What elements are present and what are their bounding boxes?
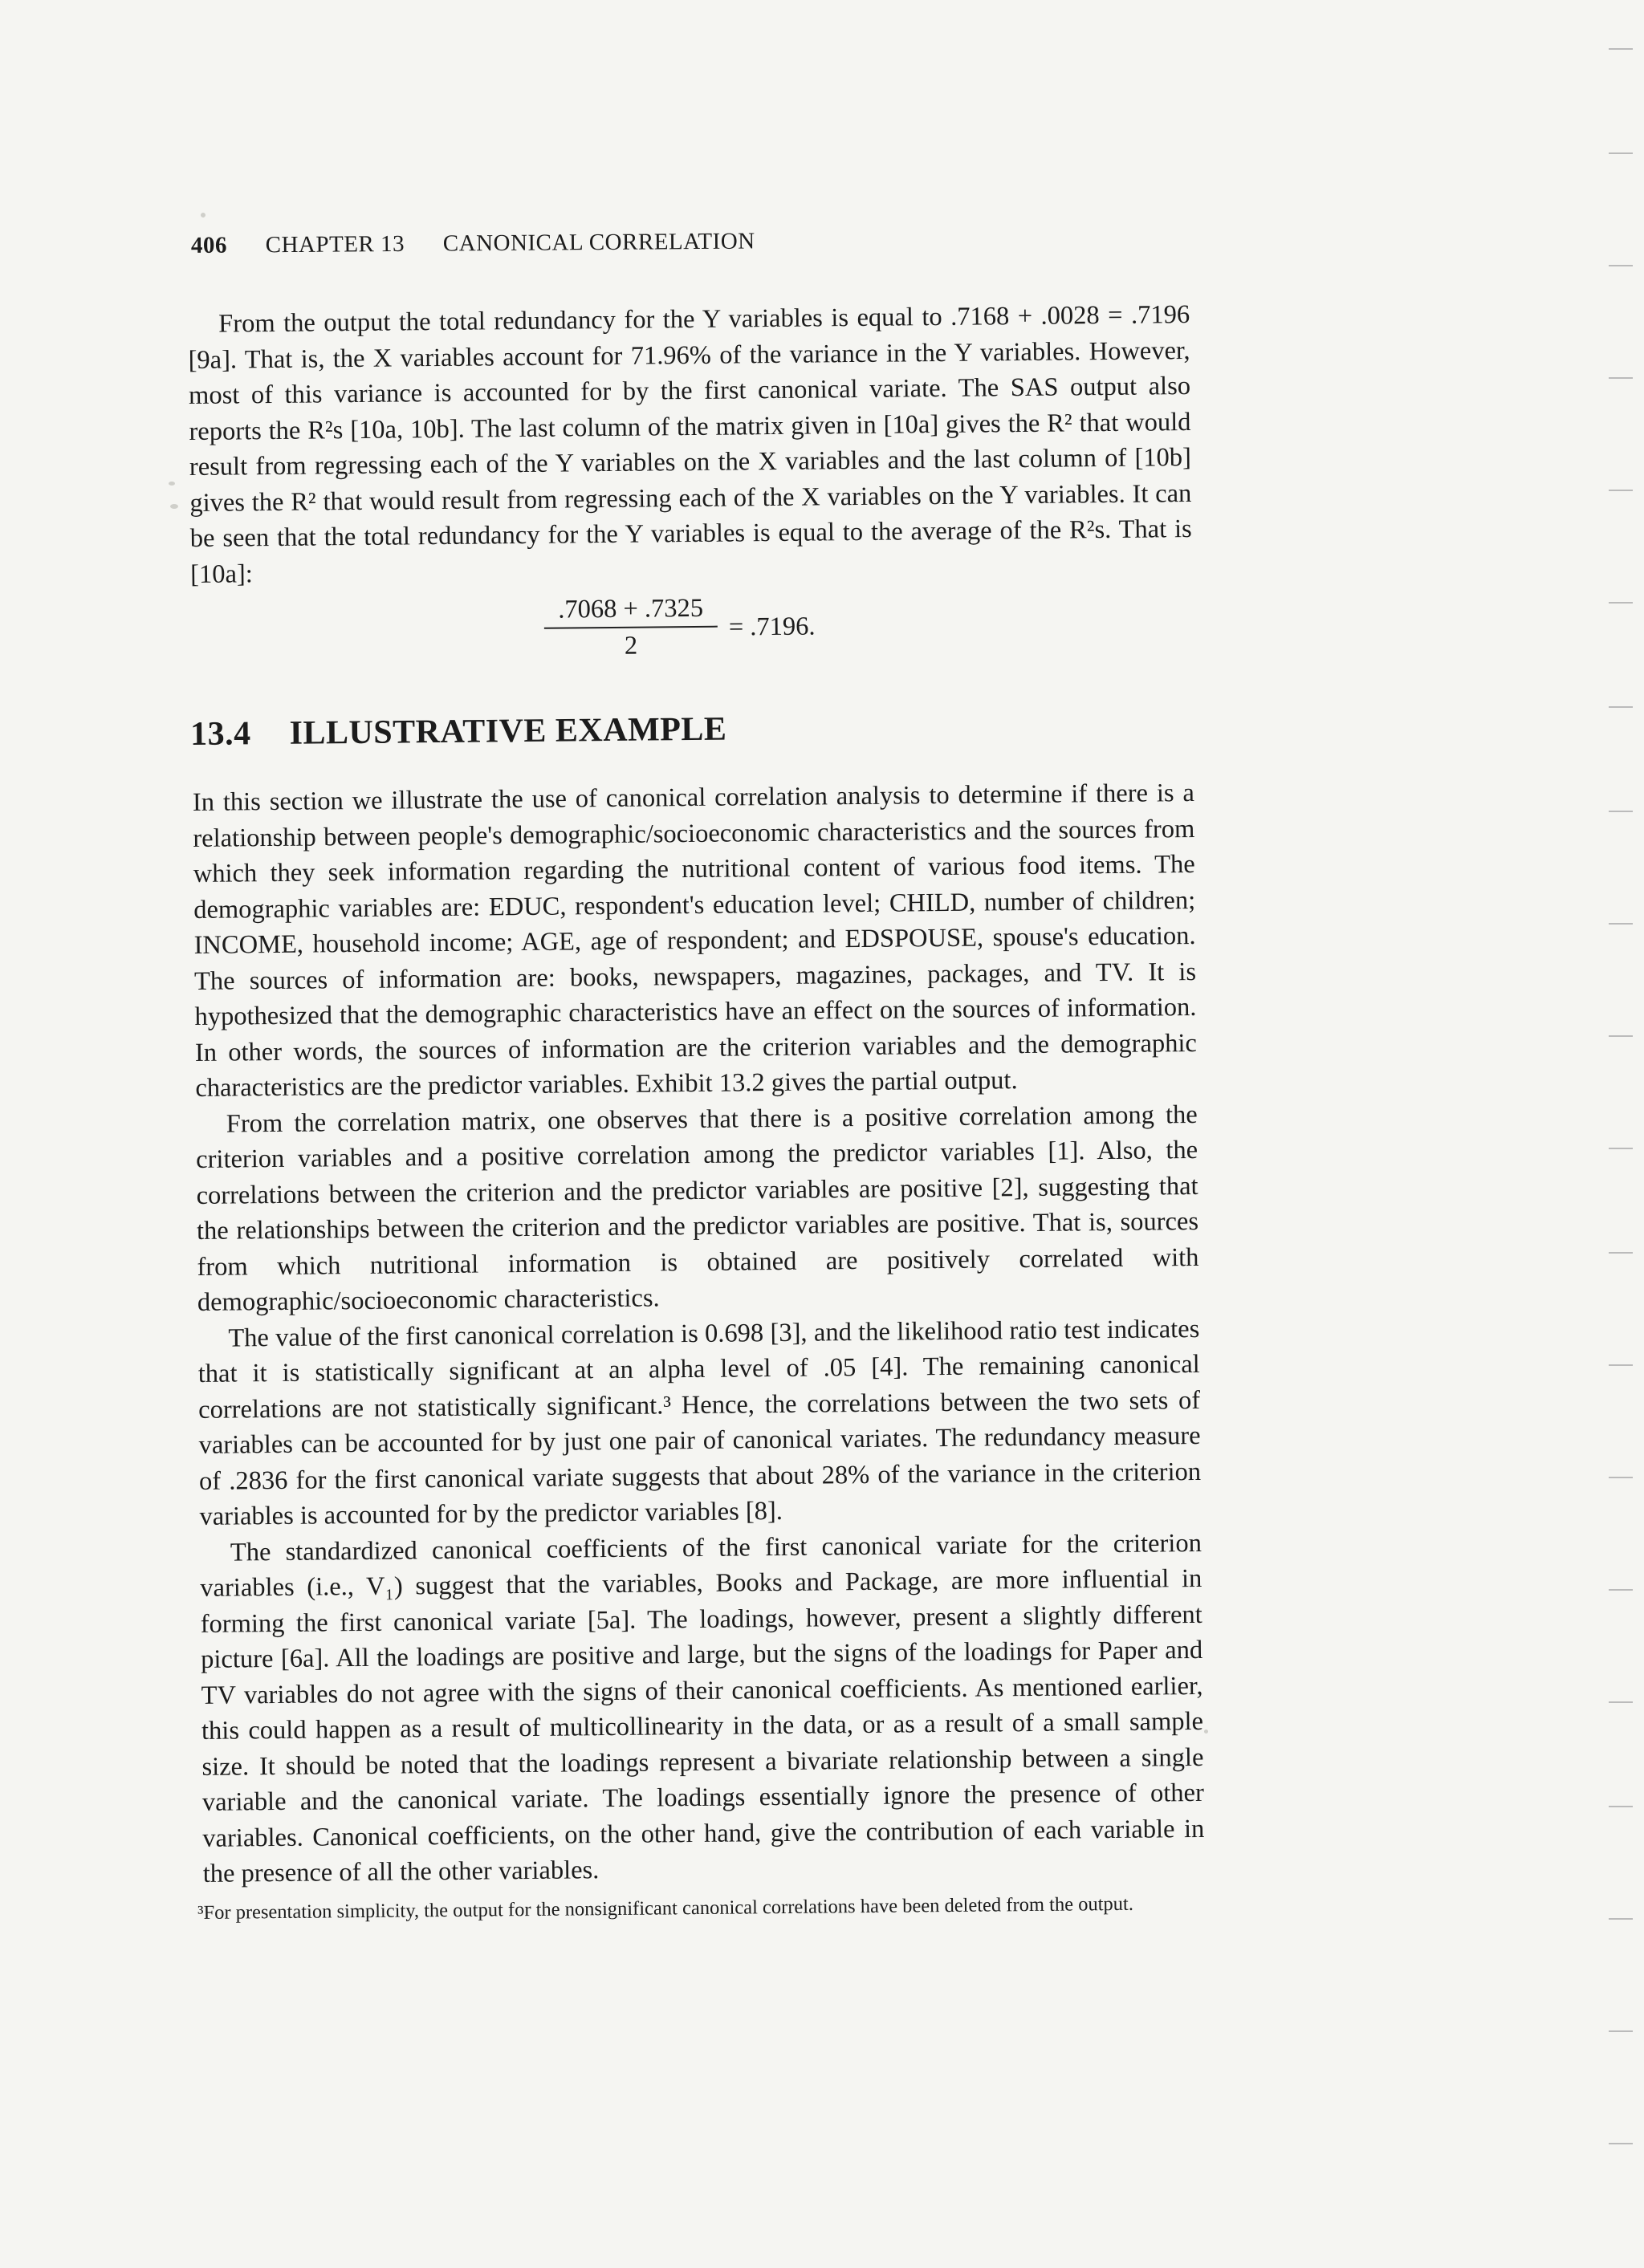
page-number: 406: [190, 232, 228, 258]
paragraph-correlations: From the correlation matrix, one observes that there is a positive correlation among the criterion variables and a positive correlation among the predictor variables [1]. Also, the correlations between the criterion and the predictor variables are positive [2], suggesting that the relationships between the criterion and the predictor variables are positive. That is, sources from which nutritional information is obtained are positively correlated with demographic/socioeconomic characteristics.: [196, 1099, 1199, 1317]
scan-edge-mark: [1609, 1806, 1633, 1807]
scan-edge-mark: [1609, 1589, 1633, 1591]
paragraph-redundancy: From the output the total redundancy for the Y variables is equal to .7168 + .0028 = .7196 [9a]. That is, the X variables account for 71.96% of the variance in the Y variables. However, most of this variance is accounted for by the first canonical variate. The SAS output also reports the R²s [10a, 10b]. The last column of the matrix given in [10a] gives the R² that would result from regressing each of the Y variables on the X variables and the last column of [10b] gives the R² that would result from regressing each of the X variables on the Y variables. It can be seen that the total redundancy for the Y variables is equal to the average of the R²s. That is [10a]:: [188, 300, 1192, 589]
scan-edge-mark: [1609, 1364, 1633, 1366]
scan-edge-mark: [1609, 1148, 1633, 1149]
section-number: 13.4: [189, 715, 251, 753]
scan-edge-mark: [1609, 48, 1633, 50]
paragraph-significance: The value of the first canonical correlation is 0.698 [3], and the likelihood ratio test indicates that it is statistically significant at an alpha level of .05 [4]. The remaining canonical correlations are not statistically significant.³ Hence, the correlations between the two sets of variables can be accounted for by just one pair of canonical variates. The redundancy measure of .2836 for the first canonical variate suggests that about 28% of the variance in the criterion variables is accounted for by the predictor variables [8].: [197, 1314, 1202, 1531]
running-header: [191, 225, 1235, 268]
scan-edge-mark: [1609, 265, 1633, 266]
scan-edge-mark: [1609, 1477, 1633, 1478]
redundancy-formula: [190, 587, 1193, 684]
scan-edge-mark: [1609, 602, 1633, 604]
footnote: ³For presentation simplicity, the output for the nonsignificant canonical correlations have been deleted from the output.: [197, 1892, 1134, 1924]
scan-edge-mark: [1609, 1035, 1633, 1037]
formula-fraction: [543, 592, 718, 665]
scan-edge-mark: [1609, 1252, 1633, 1254]
paragraph-intro: In this section we illustrate the use of canonical correlation analysis to determine if there is a relationship between people's demographic/socioeconomic characteristics and the sources from which they seek information regarding the nutritional content of various food items. The demographic variables are: EDUC, respondent's education level; CHILD, number of children; INCOME, household income; AGE, age of respondent; and EDSPOUSE, spouse's education. The sources of information are: books, newspapers, magazines, packages, and TV. It is hypothesized that the demographic characteristics have an effect on the sources of information. In other words, the sources of information are the criterion variables and the demographic characteristics are the predictor variables. Exhibit 13.2 gives the partial output.: [192, 778, 1198, 1103]
scan-edge-mark: [1609, 1701, 1633, 1703]
formula-numerator: .7068 + .7325: [543, 592, 717, 629]
scan-edge-mark: [1609, 377, 1633, 379]
section-title: ILLUSTRATIVE EXAMPLE: [289, 710, 727, 752]
formula-result: = .7196.: [728, 612, 816, 642]
chapter-label: CHAPTER 13: [265, 230, 405, 258]
scan-edge-mark: [1609, 1918, 1633, 1920]
scan-speck: [169, 482, 175, 486]
body-text: [188, 297, 1205, 1892]
scan-edge-mark: [1609, 152, 1633, 154]
scan-edge-mark: [1609, 811, 1633, 812]
chapter-title: CANONICAL CORRELATION: [442, 228, 755, 257]
scan-edge-mark: [1609, 2030, 1633, 2032]
section-heading: [190, 705, 1194, 754]
paragraph-coefficients: The standardized canonical coefficients of the first canonical variate for the criterion variables (i.e., V₁) suggest that the variables, Books and Package, are more influential in forming the first canonical variate [5a]. The loadings, however, present a slightly different picture [6a]. All the loadings are positive and large, but the signs of the loadings for Paper and TV variables do not agree with the signs of their canonical coefficients. As mentioned earlier, this could happen as a result of multicollinearity in the data, or as a result of a small sample size. It should be noted that the loadings represent a bivariate relationship between a single variable and the canonical variate. The loadings essentially ignore the presence of other variables. Canonical coefficients, on the other hand, give the contribution of each variable in the presence of all the other variables.: [200, 1528, 1205, 1888]
scan-edge-mark: [1609, 923, 1633, 925]
formula-denominator: 2: [624, 631, 638, 660]
scan-speck: [170, 504, 178, 509]
scan-speck: [1204, 1729, 1208, 1734]
scan-edge-mark: [1609, 706, 1633, 708]
scan-edge-mark: [1609, 2143, 1633, 2144]
scan-edge-mark: [1609, 490, 1633, 491]
scan-speck: [201, 213, 206, 217]
